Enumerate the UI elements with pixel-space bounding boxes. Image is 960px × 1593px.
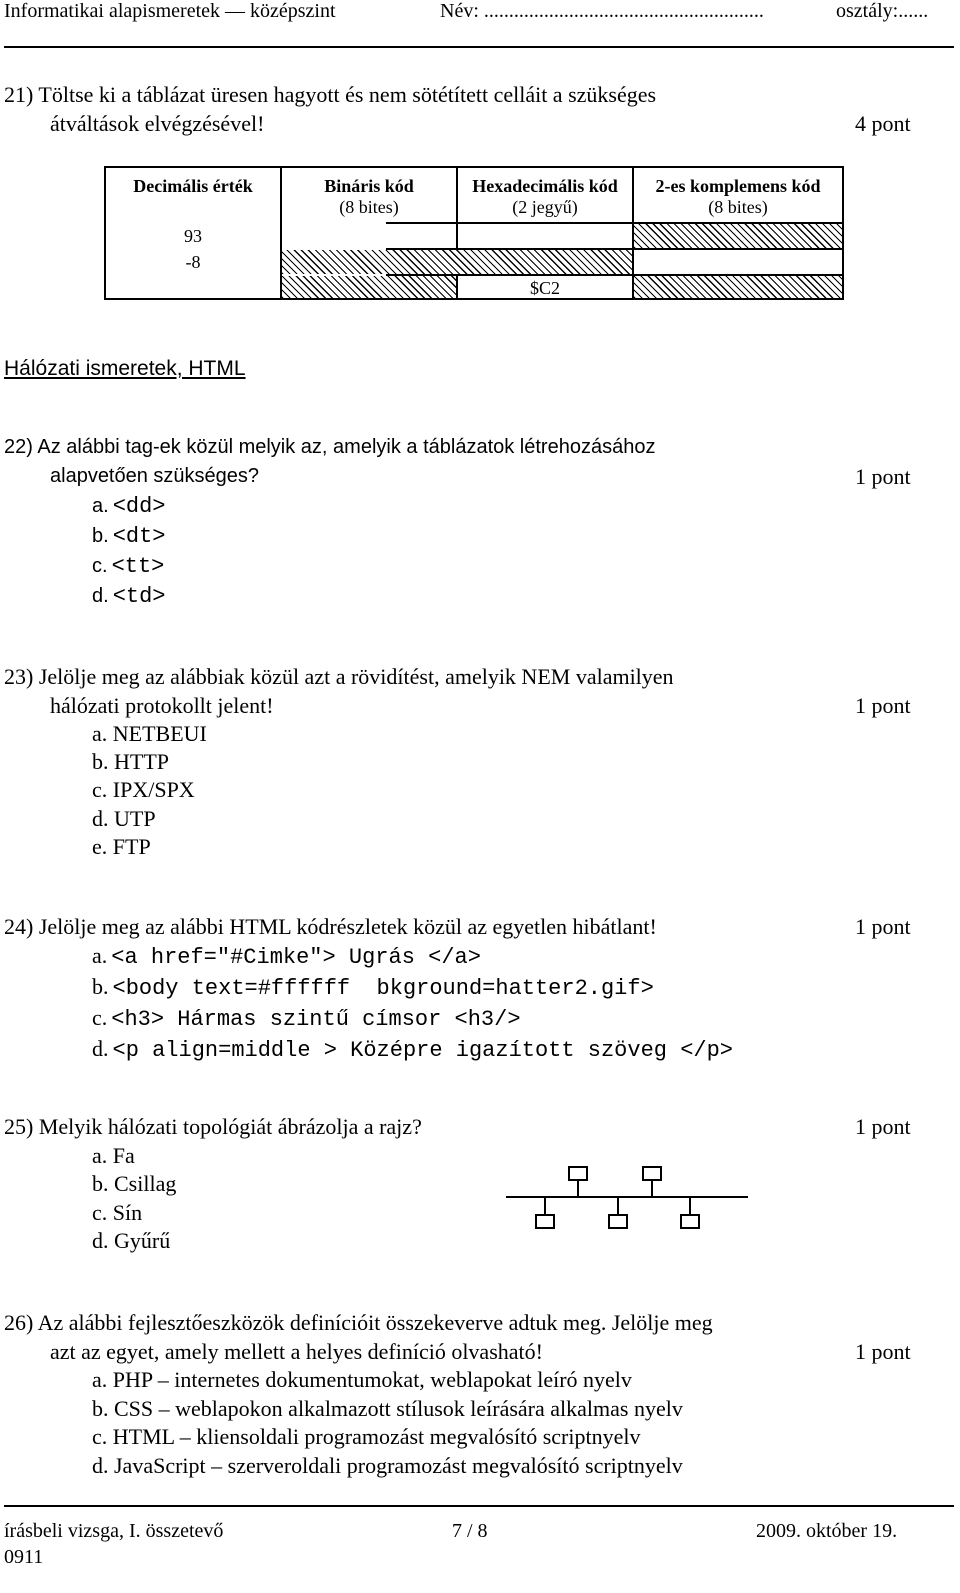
q26-option-c[interactable] xyxy=(92,1424,640,1450)
node-box xyxy=(536,1215,554,1228)
header-class-field: osztály:...... xyxy=(836,0,929,22)
option-text: NETBEUI xyxy=(112,721,207,746)
q21-line1: 21) Töltse ki a táblázat üresen hagyott és nem sötétített celláit a szükséges xyxy=(4,82,657,107)
option-text: JavaScript – szerveroldali programozást megvalósító scriptnyelv xyxy=(114,1453,683,1478)
q25-line1: 25) Melyik hálózati topológiát ábrázolja a rajz? xyxy=(4,1114,422,1139)
option-text: HTML – kliensoldali programozást megvalósító scriptnyelv xyxy=(112,1424,641,1449)
option-text: <body text=#ffffff bkground=hatter2.gif> xyxy=(112,976,654,1001)
option-text: <h3> Hármas szintű címsor <h3/> xyxy=(111,1007,521,1032)
page-number: 7 / 8 xyxy=(452,1520,488,1542)
option-text: UTP xyxy=(114,806,156,831)
option-text: <td> xyxy=(112,584,166,609)
option-letter: d. xyxy=(92,585,109,607)
q23-line2: hálózati protokollt jelent! xyxy=(50,693,274,718)
node-box xyxy=(643,1167,661,1180)
footer-code: 0911 xyxy=(4,1546,44,1568)
q22-option-c[interactable] xyxy=(92,554,164,579)
q25-option-b[interactable] xyxy=(92,1171,176,1197)
option-text: HTTP xyxy=(114,749,169,774)
col-header-hex: Hexadecimális kód (2 jegyű) xyxy=(472,176,618,217)
option-letter: a. xyxy=(92,1143,108,1168)
option-letter: d. xyxy=(92,806,109,831)
q21-line2: átváltások elvégzésével! xyxy=(50,111,265,136)
footer-exam-label: írásbeli vizsga, I. összetevő xyxy=(4,1520,224,1542)
header-title: Informatikai alapismeretek — középszint xyxy=(4,0,336,22)
option-letter: c. xyxy=(92,1005,108,1030)
bus-topology-diagram xyxy=(500,1160,760,1240)
table-cell-decimal: -8 xyxy=(185,252,201,272)
q24-option-a[interactable] xyxy=(92,943,481,970)
header-rule xyxy=(4,46,954,48)
q26-line1: 26) Az alábbi fejlesztőeszközök definícióit összekeverve adtuk meg. Jelölje meg xyxy=(4,1310,713,1335)
shaded-cell xyxy=(282,250,632,274)
option-letter: c. xyxy=(92,777,108,802)
option-text: <p align=middle > Középre igazított szöveg </p> xyxy=(112,1038,734,1063)
q26-line2: azt az egyet, amely mellett a helyes definíció olvasható! xyxy=(50,1339,543,1364)
footer-date: 2009. október 19. xyxy=(756,1520,898,1542)
option-letter: b. xyxy=(92,749,109,774)
option-letter: b. xyxy=(92,1396,109,1421)
section-title: Hálózati ismeretek, HTML xyxy=(4,357,246,380)
q24-option-d[interactable] xyxy=(92,1036,733,1063)
option-text: IPX/SPX xyxy=(112,777,195,802)
option-letter: b. xyxy=(92,1171,109,1196)
option-letter: a. xyxy=(92,943,108,968)
q23-option-d[interactable] xyxy=(92,806,156,832)
q22-line2: alapvetően szükséges? xyxy=(50,465,260,487)
shaded-cell xyxy=(282,276,456,298)
option-text: Csillag xyxy=(114,1171,177,1196)
q26-option-b[interactable] xyxy=(92,1396,683,1422)
option-letter: d. xyxy=(92,1228,109,1253)
option-letter: c. xyxy=(92,555,108,577)
q23-line1: 23) Jelölje meg az alábbiak közül azt a rövidítést, amelyik NEM valamilyen xyxy=(4,664,674,689)
option-text: Sín xyxy=(112,1200,143,1225)
node-box xyxy=(609,1215,627,1228)
table-cell-hex: $C2 xyxy=(529,278,560,298)
q23-option-b[interactable] xyxy=(92,749,169,775)
q22-option-a[interactable] xyxy=(92,494,166,519)
q25-points: 1 pont xyxy=(855,1114,911,1139)
option-text: PHP – internetes dokumentumokat, weblapokat leíró nyelv xyxy=(112,1367,632,1392)
option-text: <dd> xyxy=(112,494,166,519)
option-text: FTP xyxy=(112,834,151,859)
q23-option-a[interactable] xyxy=(92,721,207,747)
shaded-cell xyxy=(634,276,842,298)
q23-option-e[interactable] xyxy=(92,834,151,860)
q23-option-c[interactable] xyxy=(92,777,195,803)
option-letter: d. xyxy=(92,1453,109,1478)
col-header-decimal: Decimális érték xyxy=(133,176,253,196)
q22-line1: 22) Az alábbi tag-ek közül melyik az, amelyik a táblázatok létrehozásához xyxy=(4,436,656,458)
option-text: <tt> xyxy=(111,554,165,579)
table-cell-decimal: 93 xyxy=(184,226,202,246)
col-header-binary: Bináris kód (8 bites) xyxy=(324,176,414,217)
q21-points: 4 pont xyxy=(855,111,911,136)
node-box xyxy=(569,1167,587,1180)
q24-points: 1 pont xyxy=(855,914,911,939)
option-letter: d. xyxy=(92,1036,109,1061)
option-letter: a. xyxy=(92,1367,108,1392)
q24-option-b[interactable] xyxy=(92,974,654,1001)
option-letter: b. xyxy=(92,974,109,999)
q26-option-a[interactable] xyxy=(92,1367,632,1393)
q26-points: 1 pont xyxy=(855,1339,911,1364)
conversion-table xyxy=(104,166,844,300)
option-letter: a. xyxy=(92,495,109,517)
node-box xyxy=(681,1215,699,1228)
q23-points: 1 pont xyxy=(855,693,911,718)
option-text: <dt> xyxy=(112,524,166,549)
q24-line1: 24) Jelölje meg az alábbi HTML kódrészletek közül az egyetlen hibátlant! xyxy=(4,914,657,939)
q26-option-d[interactable] xyxy=(92,1453,683,1479)
q22-option-b[interactable] xyxy=(92,524,166,549)
option-text: Gyűrű xyxy=(114,1228,171,1253)
q25-option-c[interactable] xyxy=(92,1200,142,1226)
q24-option-c[interactable] xyxy=(92,1005,521,1032)
option-letter: e. xyxy=(92,834,108,859)
col-header-twos-complement: 2-es komplemens kód (8 bites) xyxy=(655,176,821,217)
option-letter: c. xyxy=(92,1424,108,1449)
footer-rule xyxy=(4,1505,954,1507)
option-text: CSS – weblapokon alkalmazott stílusok leírására alkalmas nyelv xyxy=(114,1396,683,1421)
header-name-field: Név: ........................................................ xyxy=(440,0,764,22)
option-letter: b. xyxy=(92,525,109,547)
option-text: Fa xyxy=(112,1143,135,1168)
shaded-cell xyxy=(634,224,842,248)
option-text: <a href="#Cimke"> Ugrás </a> xyxy=(111,945,481,970)
q25-option-a[interactable] xyxy=(92,1143,135,1169)
q25-option-d[interactable] xyxy=(92,1228,170,1254)
option-letter: c. xyxy=(92,1200,108,1225)
q22-points: 1 pont xyxy=(855,464,911,489)
option-letter: a. xyxy=(92,721,108,746)
q22-option-d[interactable] xyxy=(92,584,166,609)
